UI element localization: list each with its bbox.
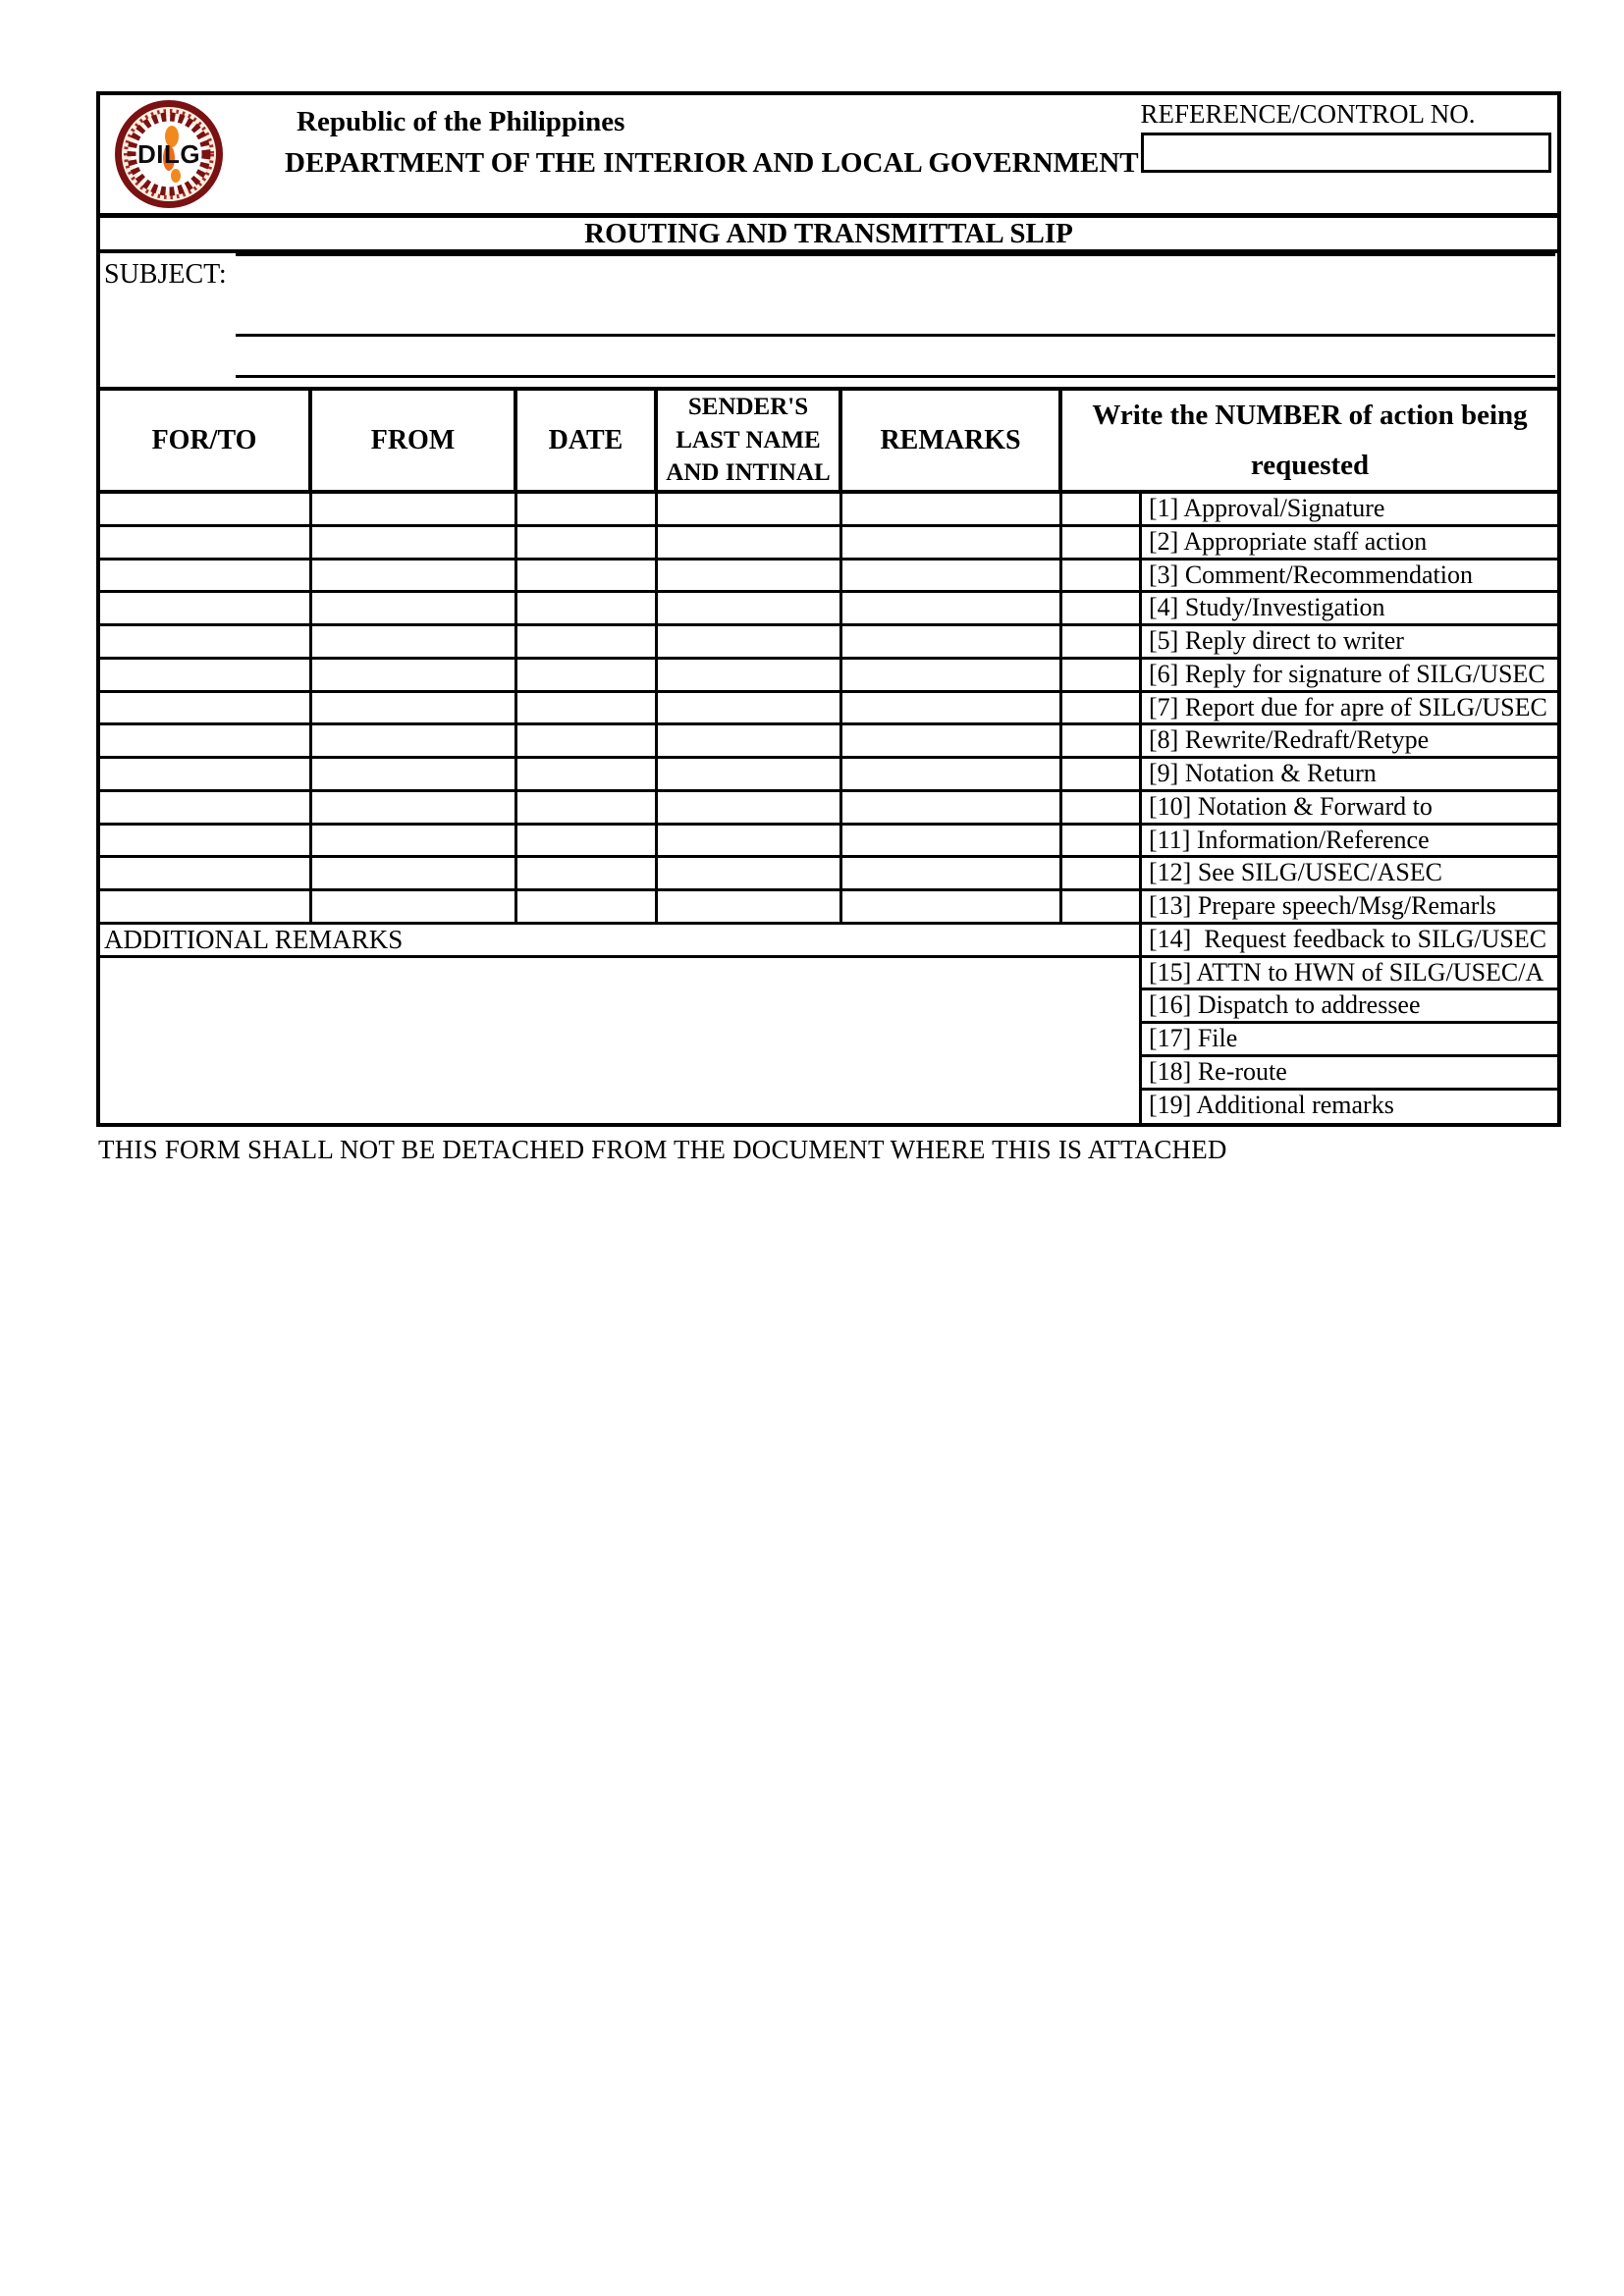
column-header-senders-last-name-line: SENDER'S xyxy=(687,393,809,420)
cell-action-no-row-5[interactable] xyxy=(1062,626,1139,660)
action-item-10: [10] Notation & Forward to xyxy=(1139,792,1557,826)
cell-remarks-row-8[interactable] xyxy=(842,725,1062,759)
cell-remarks-row-11[interactable] xyxy=(842,826,1062,859)
cell-for-to-row-8[interactable] xyxy=(100,725,312,759)
cell-date-row-10[interactable] xyxy=(517,792,658,826)
cell-action-no-row-3[interactable] xyxy=(1062,561,1139,594)
action-item-15: [15] ATTN to HWN of SILG/USEC/A xyxy=(1139,958,1557,991)
cell-from-row-9[interactable] xyxy=(312,759,517,792)
action-number-header: Write the NUMBER of action being requested xyxy=(1062,391,1557,494)
cell-remarks-row-10[interactable] xyxy=(842,792,1062,826)
cell-for-to-row-2[interactable] xyxy=(100,527,312,561)
subject-line-3[interactable] xyxy=(236,253,1555,256)
cell-date-row-3[interactable] xyxy=(517,561,658,594)
department-line: DEPARTMENT OF THE INTERIOR AND LOCAL GOVERNMENT xyxy=(285,147,1139,180)
cell-for-to-row-5[interactable] xyxy=(100,626,312,660)
form-title: ROUTING AND TRANSMITTAL SLIP xyxy=(100,213,1557,253)
cell-date-row-1[interactable] xyxy=(517,494,658,527)
action-item-14: [14] Request feedback to SILG/USEC xyxy=(1139,925,1557,958)
action-item-4: [4] Study/Investigation xyxy=(1139,593,1557,626)
cell-sender-row-7[interactable] xyxy=(658,693,842,726)
cell-remarks-row-12[interactable] xyxy=(842,858,1062,891)
cell-from-row-10[interactable] xyxy=(312,792,517,826)
cell-for-to-row-10[interactable] xyxy=(100,792,312,826)
action-item-2: [2] Appropriate staff action xyxy=(1139,527,1557,561)
cell-from-row-1[interactable] xyxy=(312,494,517,527)
cell-sender-row-2[interactable] xyxy=(658,527,842,561)
column-header-date xyxy=(517,391,658,494)
action-item-8: [8] Rewrite/Redraft/Retype xyxy=(1139,725,1557,759)
cell-from-row-11[interactable] xyxy=(312,826,517,859)
action-item-16: [16] Dispatch to addressee xyxy=(1139,990,1557,1024)
cell-for-to-row-13[interactable] xyxy=(100,891,312,925)
cell-date-row-11[interactable] xyxy=(517,826,658,859)
cell-remarks-row-9[interactable] xyxy=(842,759,1062,792)
action-item-6: [6] Reply for signature of SILG/USEC xyxy=(1139,660,1557,693)
column-header-senders-last-name xyxy=(658,391,842,494)
cell-action-no-row-9[interactable] xyxy=(1062,759,1139,792)
additional-remarks-box[interactable] xyxy=(100,958,1139,1123)
column-header-remarks xyxy=(842,391,1062,494)
column-header-from xyxy=(312,391,517,494)
logo-text: DILG xyxy=(136,139,201,169)
cell-action-no-row-11[interactable] xyxy=(1062,826,1139,859)
cell-action-no-row-8[interactable] xyxy=(1062,725,1139,759)
cell-action-no-row-12[interactable] xyxy=(1062,858,1139,891)
republic-line: Republic of the Philippines xyxy=(297,106,625,137)
cell-for-to-row-12[interactable] xyxy=(100,858,312,891)
action-list xyxy=(1139,494,1557,1124)
cell-sender-row-6[interactable] xyxy=(658,660,842,693)
cell-remarks-row-2[interactable] xyxy=(842,527,1062,561)
subject-section xyxy=(100,253,1557,391)
cell-sender-row-8[interactable] xyxy=(658,725,842,759)
column-header-remarks-line: REMARKS xyxy=(880,425,1021,455)
action-item-5: [5] Reply direct to writer xyxy=(1139,626,1557,660)
cell-from-row-8[interactable] xyxy=(312,725,517,759)
cell-remarks-row-6[interactable] xyxy=(842,660,1062,693)
action-item-18: [18] Re-route xyxy=(1139,1057,1557,1091)
cell-from-row-13[interactable] xyxy=(312,891,517,925)
column-header-for-to xyxy=(100,391,312,494)
action-item-1: [1] Approval/Signature xyxy=(1139,494,1557,527)
cell-sender-row-10[interactable] xyxy=(658,792,842,826)
cell-sender-row-13[interactable] xyxy=(658,891,842,925)
cell-date-row-12[interactable] xyxy=(517,858,658,891)
cell-for-to-row-1[interactable] xyxy=(100,494,312,527)
cell-action-no-row-1[interactable] xyxy=(1062,494,1139,527)
cell-for-to-row-9[interactable] xyxy=(100,759,312,792)
column-header-for-to-line: FOR/TO xyxy=(151,425,257,455)
cell-for-to-row-3[interactable] xyxy=(100,561,312,594)
cell-sender-row-12[interactable] xyxy=(658,858,842,891)
cell-date-row-4[interactable] xyxy=(517,593,658,626)
cell-remarks-row-7[interactable] xyxy=(842,693,1062,726)
cell-action-no-row-10[interactable] xyxy=(1062,792,1139,826)
action-item-19: [19] Additional remarks xyxy=(1139,1091,1557,1124)
action-item-7: [7] Report due for apre of SILG/USEC xyxy=(1139,693,1557,726)
cell-remarks-row-1[interactable] xyxy=(842,494,1062,527)
cell-from-row-3[interactable] xyxy=(312,561,517,594)
cell-action-no-row-2[interactable] xyxy=(1062,527,1139,561)
table-header-row xyxy=(100,391,1557,494)
cell-sender-row-1[interactable] xyxy=(658,494,842,527)
cell-action-no-row-4[interactable] xyxy=(1062,593,1139,626)
cell-remarks-row-4[interactable] xyxy=(842,593,1062,626)
column-header-senders-last-name-line: LAST NAME xyxy=(676,426,821,454)
cell-from-row-7[interactable] xyxy=(312,693,517,726)
cell-from-row-6[interactable] xyxy=(312,660,517,693)
column-header-from-line: FROM xyxy=(370,425,456,455)
cell-action-no-row-13[interactable] xyxy=(1062,891,1139,925)
cell-remarks-row-3[interactable] xyxy=(842,561,1062,594)
action-item-17: [17] File xyxy=(1139,1024,1557,1057)
cell-date-row-9[interactable] xyxy=(517,759,658,792)
cell-date-row-13[interactable] xyxy=(517,891,658,925)
org-title-block xyxy=(285,101,1139,184)
cell-sender-row-4[interactable] xyxy=(658,593,842,626)
cell-from-row-4[interactable] xyxy=(312,593,517,626)
cell-from-row-5[interactable] xyxy=(312,626,517,660)
action-item-11: [11] Information/Reference xyxy=(1139,826,1557,859)
cell-for-to-row-6[interactable] xyxy=(100,660,312,693)
routing-slip-form xyxy=(96,91,1561,1127)
cell-for-to-row-4[interactable] xyxy=(100,593,312,626)
dilg-seal-logo xyxy=(114,99,224,209)
action-item-13: [13] Prepare speech/Msg/Remarls xyxy=(1139,891,1557,925)
cell-action-no-row-6[interactable] xyxy=(1062,660,1139,693)
reference-control-label: REFERENCE/CONTROL NO. xyxy=(1140,99,1476,129)
cell-date-row-7[interactable] xyxy=(517,693,658,726)
cell-remarks-row-13[interactable] xyxy=(842,891,1062,925)
reference-control-number-box[interactable] xyxy=(1141,133,1551,173)
column-header-date-line: DATE xyxy=(548,425,623,455)
action-item-12: [12] See SILG/USEC/ASEC xyxy=(1139,858,1557,891)
footer-note: THIS FORM SHALL NOT BE DETACHED FROM THE DOCUMENT WHERE THIS IS ATTACHED xyxy=(98,1135,1227,1164)
cell-action-no-row-7[interactable] xyxy=(1062,693,1139,726)
subject-line-1[interactable] xyxy=(236,334,1555,337)
cell-date-row-6[interactable] xyxy=(517,660,658,693)
action-item-3: [3] Comment/Recommendation xyxy=(1139,561,1557,594)
cell-date-row-2[interactable] xyxy=(517,527,658,561)
cell-from-row-2[interactable] xyxy=(312,527,517,561)
cell-remarks-row-5[interactable] xyxy=(842,626,1062,660)
cell-for-to-row-7[interactable] xyxy=(100,693,312,726)
cell-sender-row-3[interactable] xyxy=(658,561,842,594)
subject-line-2[interactable] xyxy=(236,375,1555,378)
cell-sender-row-11[interactable] xyxy=(658,826,842,859)
cell-for-to-row-11[interactable] xyxy=(100,826,312,859)
routing-grid xyxy=(100,494,1139,925)
form-header xyxy=(100,95,1557,213)
cell-date-row-5[interactable] xyxy=(517,626,658,660)
cell-sender-row-5[interactable] xyxy=(658,626,842,660)
column-header-senders-last-name-line: AND INTINAL xyxy=(666,459,831,487)
cell-from-row-12[interactable] xyxy=(312,858,517,891)
cell-date-row-8[interactable] xyxy=(517,725,658,759)
subject-label: SUBJECT: xyxy=(104,259,227,290)
action-item-9: [9] Notation & Return xyxy=(1139,759,1557,792)
additional-remarks-label: ADDITIONAL REMARKS xyxy=(100,925,1139,958)
cell-sender-row-9[interactable] xyxy=(658,759,842,792)
